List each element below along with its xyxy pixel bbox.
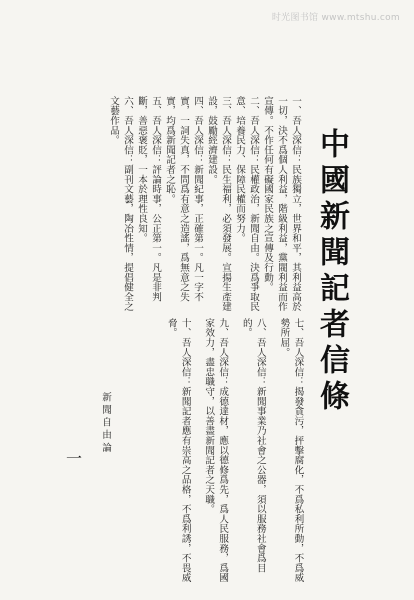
creed-point-3: 三、吾人深信：民生福利，必須發展。宣揚生產建設，鼓勵經濟建設。: [206, 96, 231, 312]
creed-point-10: 十、吾人深信：新聞記者應有崇高之品格，不爲利誘，不畏威脅。: [165, 318, 191, 583]
document-title: 中國新聞記者信條: [314, 128, 349, 416]
creed-body-lower: [96, 318, 314, 583]
site-watermark: 时光图书馆 www.mtshu.com: [271, 13, 400, 23]
creed-point-1: 一、吾人深信：民族獨立，世界和平，其利益高於一切，決不爲個人利益，階級利益，黨閥利益而作宣傳。不作任何有礙國家民族之宣傳及行動。: [262, 96, 301, 312]
creed-point-9: 九、吾人深信：成德達材，應以德修爲先，爲人民服務，爲國家效力，盡忠職守，以善盡新聞記者之天職。: [203, 318, 229, 583]
creed-point-5: 五、吾人深信：評論時事，公正第一。凡是非判斷，善惡褒貶，一本於理性良知。: [136, 96, 161, 302]
creed-point-8: 八、吾人深信：新聞事業乃社會之公器，須以服務社會爲目的。: [240, 318, 266, 573]
page-number: 一: [66, 449, 83, 468]
running-footer: 新聞自由論: [100, 392, 111, 455]
creed-point-7: 七、吾人深信：揭發貪污，抨擊腐化，不爲私利所動，不爲威勢所屈。: [278, 318, 304, 583]
creed-point-2: 二、吾人深信：民權政治，新聞自由。決爲爭取民意、培養民力、保障民權而努力。: [234, 96, 259, 312]
creed-body-upper: [108, 96, 302, 320]
creed-point-6: 六、吾人深信：副刊文藝，陶冶性情，提倡健全之文藝作品。: [108, 96, 133, 312]
creed-point-4: 四、吾人深信：新聞紀事，正確第一。凡一字不實，一詞失真，不問爲有意之造謠，爲無意之失實，均爲新聞記者之恥。: [164, 96, 203, 302]
